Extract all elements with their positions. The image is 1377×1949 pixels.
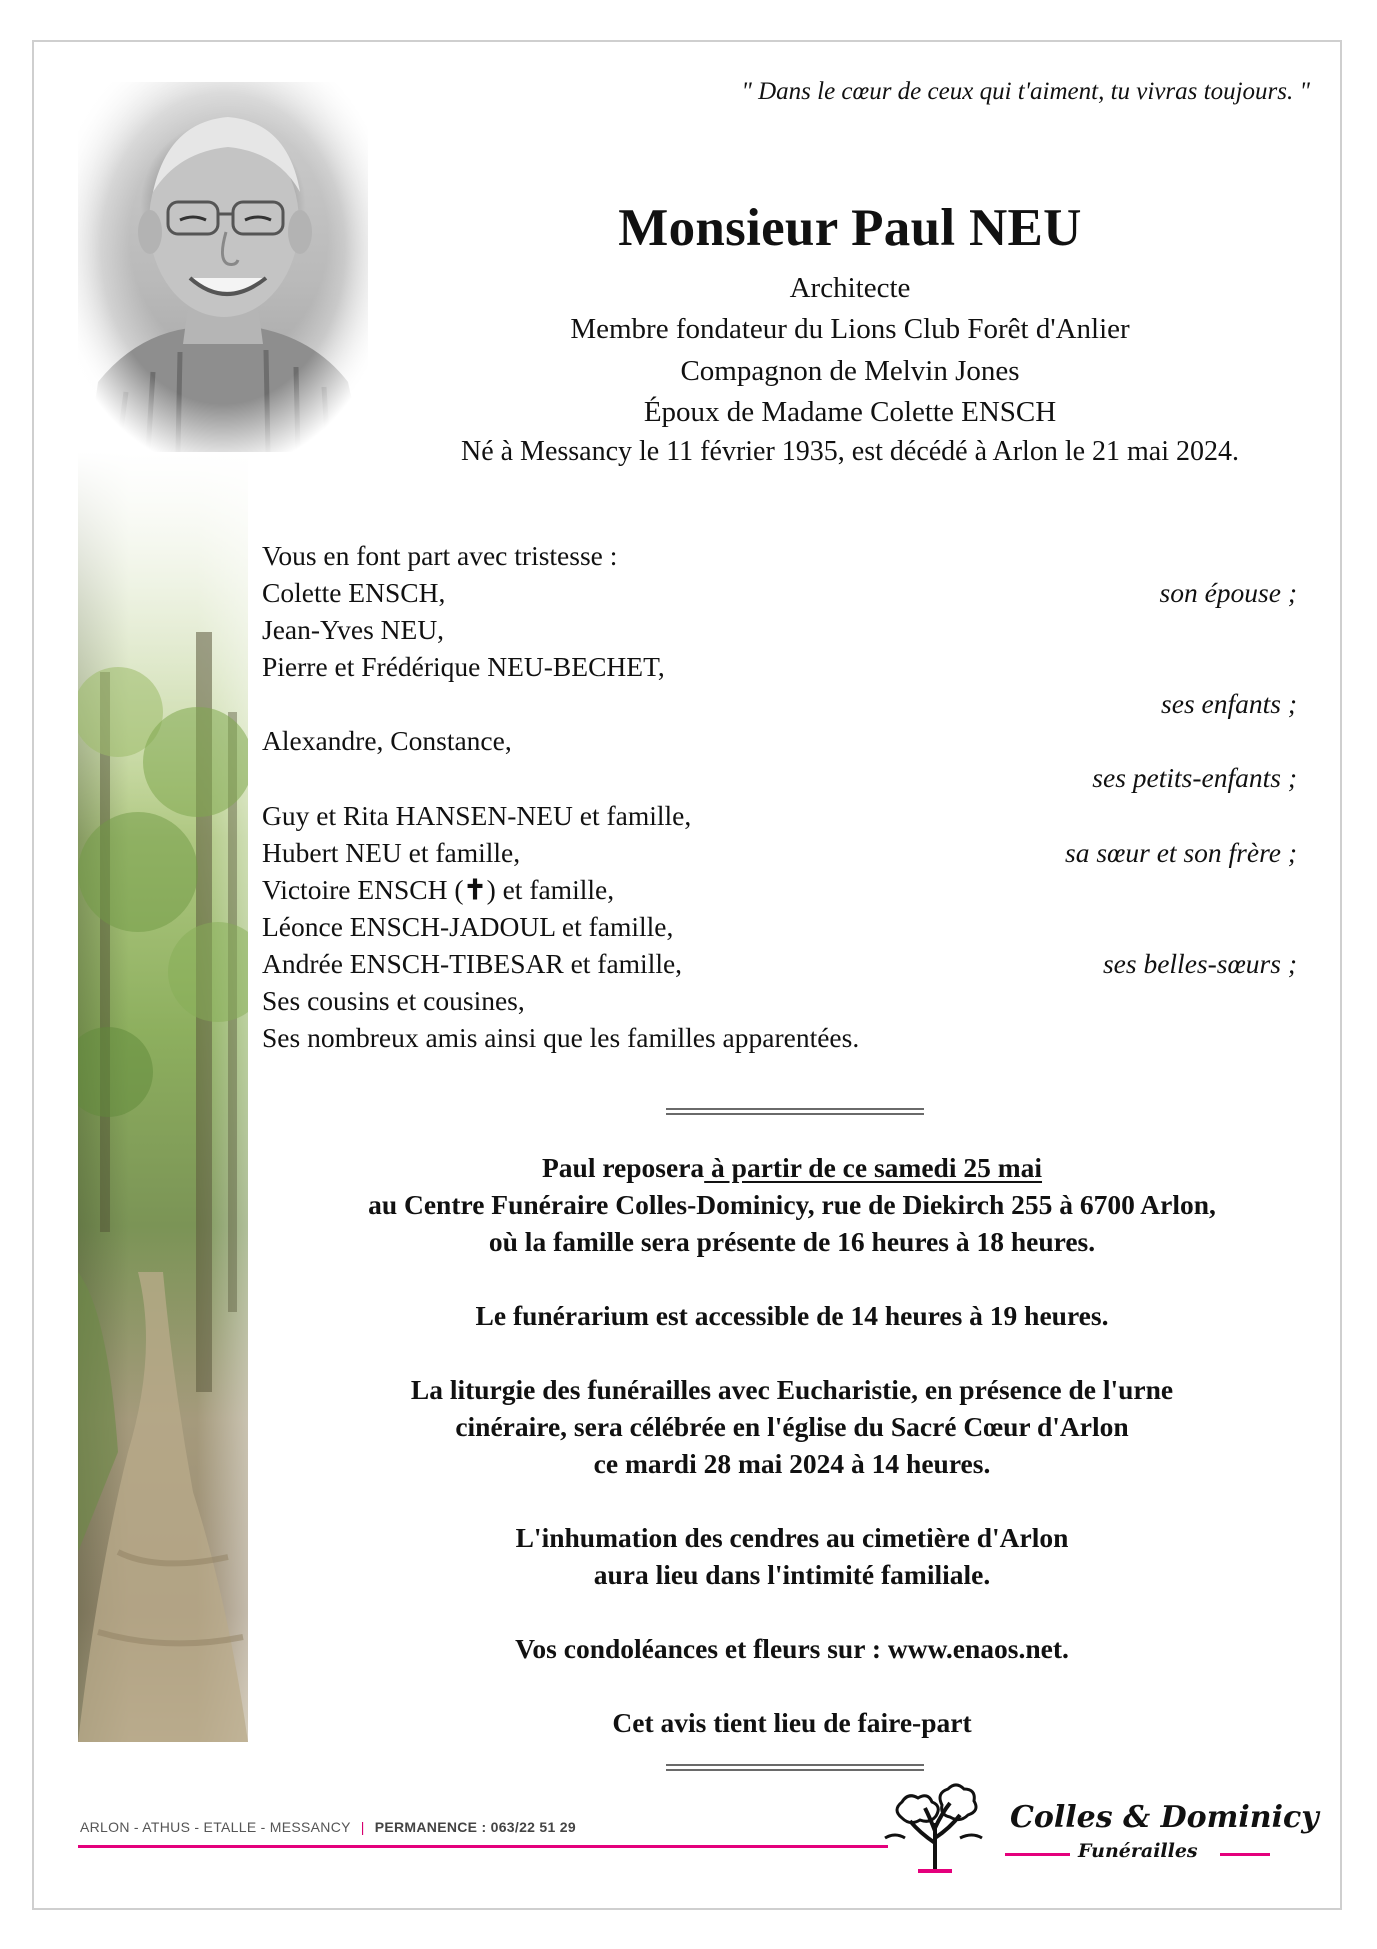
relation-label: ses enfants ; [1161,688,1297,719]
liturgy-date: ce mardi 28 mai 2024 à 14 heures. [593,1448,991,1479]
tree-logo-icon [880,1783,990,1875]
deceased-name: Monsieur Paul NEU [618,199,1082,257]
relation-label: ses petits-enfants ; [1092,762,1297,793]
permanence-phone: PERMANENCE : 063/22 51 29 [374,1819,576,1835]
footer-locations [80,1819,576,1835]
access-hours: Le funérarium est accessible de 14 heures à 19 heures. [475,1300,1109,1331]
family-line-deceased-member: Victoire ENSCH (✝) et famille, [262,874,615,905]
divider [666,1108,924,1115]
rest-place: au Centre Funéraire Colles-Dominicy, rue de Diekirch 255 à 6700 Arlon, [368,1189,1216,1220]
locations-text: ARLON - ATHUS - ETALLE - MESSANCY [80,1819,351,1835]
relation-label: son épouse ; [1159,577,1297,608]
family-line: Andrée ENSCH-TIBESAR et famille, [262,948,683,979]
family-line: Léonce ENSCH-JADOUL et famille, [262,911,674,942]
brand-rule-left [1005,1853,1070,1856]
relation-label: sa sœur et son frère ; [1065,837,1297,868]
brand-subtitle: Funérailles [1078,1840,1198,1862]
family-line: Guy et Rita HANSEN-NEU et famille, [262,800,692,831]
separator: | [360,1819,365,1835]
family-line: Alexandre, Constance, [262,725,512,756]
cross-icon: ✝ [463,874,487,905]
epitaph-quote: " Dans le cœur de ceux qui t'aiment, tu vivras toujours. " [741,78,1310,105]
profession: Architecte [789,272,911,304]
relation-label: ses belles-sœurs ; [1102,948,1297,979]
forest-path-image [78,452,248,1742]
family-line: Pierre et Frédérique NEU-BECHET, [262,651,665,682]
portrait-photo [78,82,368,452]
burial-line: aura lieu dans l'intimité familiale. [593,1559,991,1590]
footer-accent-rule [78,1845,888,1848]
liturgy-line: La liturgie des funérailles avec Eucharistie, en présence de l'urne [410,1374,1174,1405]
melvin-jones-line: Compagnon de Melvin Jones [680,355,1020,387]
condolences-line: Vos condoléances et fleurs sur : www.enaos.net. [515,1633,1069,1664]
rest-line: Paul reposera à partir de ce samedi 25 mai [541,1152,1043,1183]
family-line: Jean-Yves NEU, [262,614,445,645]
divider [666,1764,924,1771]
brand-name: Colles & Dominicy [1010,1800,1319,1835]
family-line: Hubert NEU et famille, [262,837,521,868]
notice-line: Cet avis tient lieu de faire-part [612,1707,972,1738]
family-line: Colette ENSCH, [262,577,446,608]
brand-rule-right [1220,1853,1270,1856]
birth-death-line: Né à Messancy le 11 février 1935, est décédé à Arlon le 21 mai 2024. [460,436,1240,467]
burial-line: L'inhumation des cendres au cimetière d'Arlon [515,1522,1069,1553]
family-line: Ses nombreux amis ainsi que les familles apparentées. [262,1022,860,1053]
spouse-line: Époux de Madame Colette ENSCH [643,396,1057,428]
family-intro: Vous en font part avec tristesse : [262,540,618,571]
liturgy-line: cinéraire, sera célébrée en l'église du Sacré Cœur d'Arlon [455,1411,1129,1442]
rest-family-hours: où la famille sera présente de 16 heures à 18 heures. [488,1226,1096,1257]
lions-club-line: Membre fondateur du Lions Club Forêt d'Anlier [570,313,1130,345]
family-line: Ses cousins et cousines, [262,985,525,1016]
